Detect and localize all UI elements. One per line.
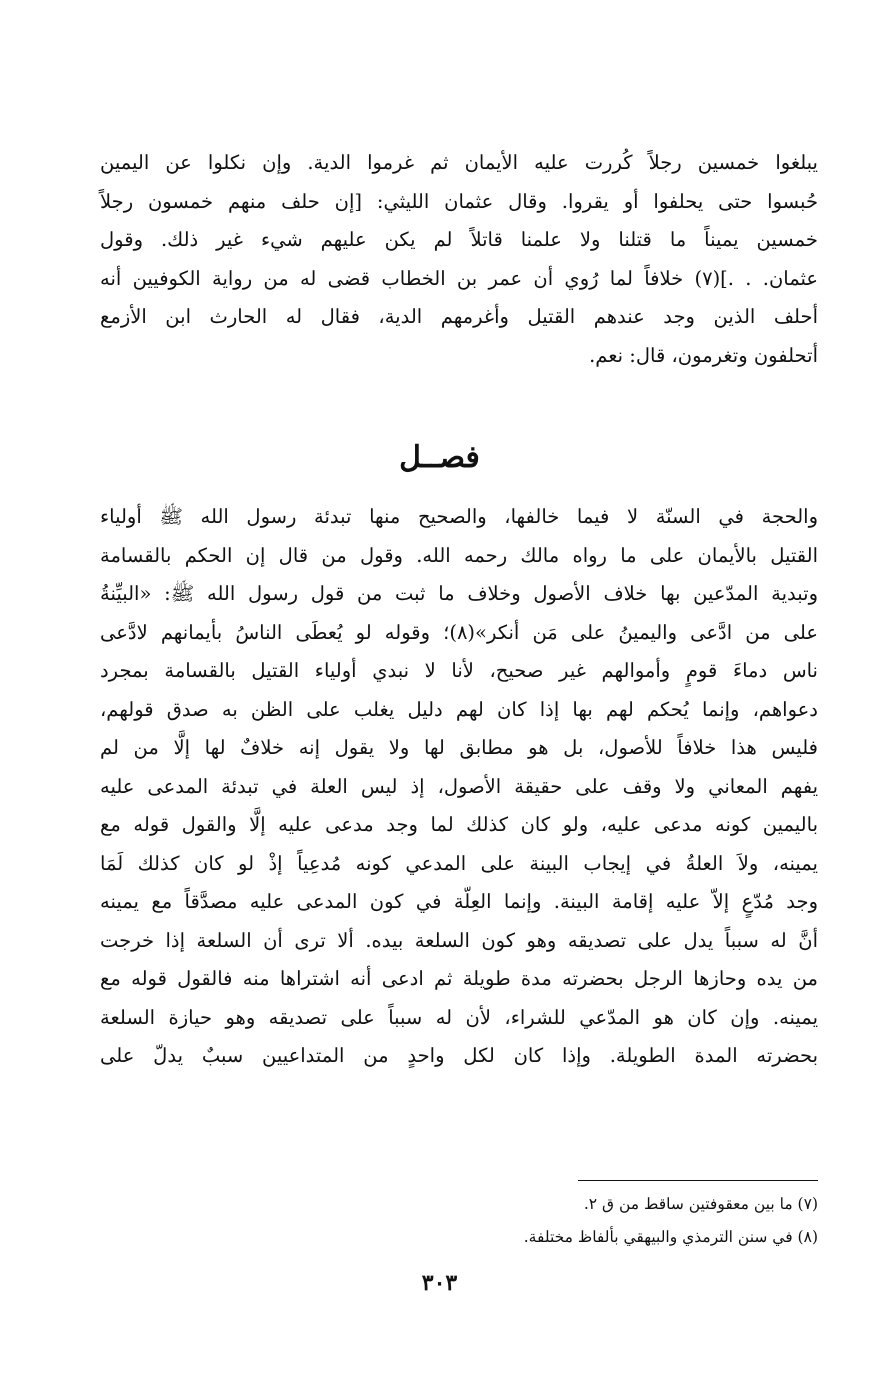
text-line: وجد مُدّعٍ إلاّ عليه إقامة البينة. وإنما العِلّة في كون المدعى عليه مصدَّقاً مع يمينه <box>100 890 818 913</box>
paragraph-continued <box>100 144 818 375</box>
text-line: على من ادَّعى واليمينُ على مَن أنكر»(٨)؛ وقوله لو يُعطَى الناسُ بأيمانهم لادَّعى <box>100 620 818 644</box>
text-line: بحضرته المدة الطويلة. وإذا كان لكل واحدٍ من المتداعيين سببٌ يدلّ على <box>100 1044 818 1067</box>
footnotes <box>300 1188 818 1254</box>
text-line: عثمان. . .](٧) خلافاً لما رُوي أن عمر بن الخطاب قضى له من رواية الكوفيين أنه <box>100 266 818 290</box>
text-line: فليس هذا خلافاً للأصول، بل هو مطابق لها ولا يقول إنه خلافٌ لها إلَّا من لم <box>100 736 818 759</box>
text-line: وتبدية المدّعين بها خلاف الأصول وخلاف ما ثبت من قول رسول الله ﷺ: «البيِّنةُ <box>100 582 818 605</box>
text-line: باليمين كونه مدعى عليه، ولو كان كذلك لما وجد مدعى عليه إلَّا والقول قوله مع <box>100 813 818 836</box>
text-line: خمسين يميناً ما قتلنا ولا علمنا قاتلاً لم يكن عليهم شيء غير ذلك. وقول <box>100 228 818 251</box>
text-line: دعواهم، وإنما يُحكم لهم بها إذا كان لهم دليل يغلب على الظن به صدق قولهم، <box>100 697 818 721</box>
page-number: ٣٠٣ <box>421 1270 458 1296</box>
text-line: من يده وحازها الرجل بحضرته مدة طويلة ثم ادعى أنه اشتراها منه فالقول قوله مع <box>100 967 818 990</box>
section-heading: فصــل <box>399 440 480 475</box>
text-line: حُبسوا حتى يحلفوا أو يقروا. وقال عثمان الليثي: [إن حلف منهم خمسون رجلاً <box>100 189 818 213</box>
footnote-7: (٧) ما بين معقوفتين ساقط من ق ٢. <box>583 1195 818 1213</box>
text-line: يمينه. وإن كان هو المدّعي للشراء، لأن له سبباً على تصديقه وهو حيازة السلعة <box>100 1005 818 1029</box>
text-line: والحجة في السنّة لا فيما خالفها، والصحيح منها تبدئة رسول الله ﷺ أولياء <box>100 505 818 528</box>
text-line: القتيل بالأيمان على ما رواه مالك رحمه الله. وقول من قال إن الحكم بالقسامة <box>100 543 818 567</box>
text-line: يفهم المعاني ولا وقف على حقيقة الأصول، إذ ليس العلة في تبدئة المدعى عليه <box>100 774 818 798</box>
footnote-8: (٨) في سنن الترمذي والبيهقي بألفاظ مختلفة. <box>523 1228 818 1246</box>
text-line: أنَّ له سبباً يدل على تصديقه وهو كون السلعة بيده. ألا ترى أن السلعة إذا خرجت <box>100 928 818 952</box>
text-line: أحلف الذين وجد عندهم القتيل وأغرمهم الدية، فقال له الحارث ابن الأزمع <box>100 305 818 328</box>
text-line: أتحلفون وتغرمون، قال: نعم. <box>589 343 818 367</box>
footnote-divider <box>578 1180 818 1181</box>
paragraph-main <box>100 498 818 1076</box>
text-line: ناس دماءَ قومٍ وأموالهم غير صحيح، لأنا لا نبدي أولياء القتيل بالقسامة بمجرد <box>100 659 818 682</box>
text-line: يمينه، ولاَ العلةُ في إيجاب البينة على المدعي كونه مُدعِياً إذْ لو كان كذلك لَمَا <box>100 851 818 875</box>
text-line: يبلغوا خمسين رجلاً كُررت عليه الأيمان ثم غرموا الدية. وإن نكلوا عن اليمين <box>100 151 818 174</box>
